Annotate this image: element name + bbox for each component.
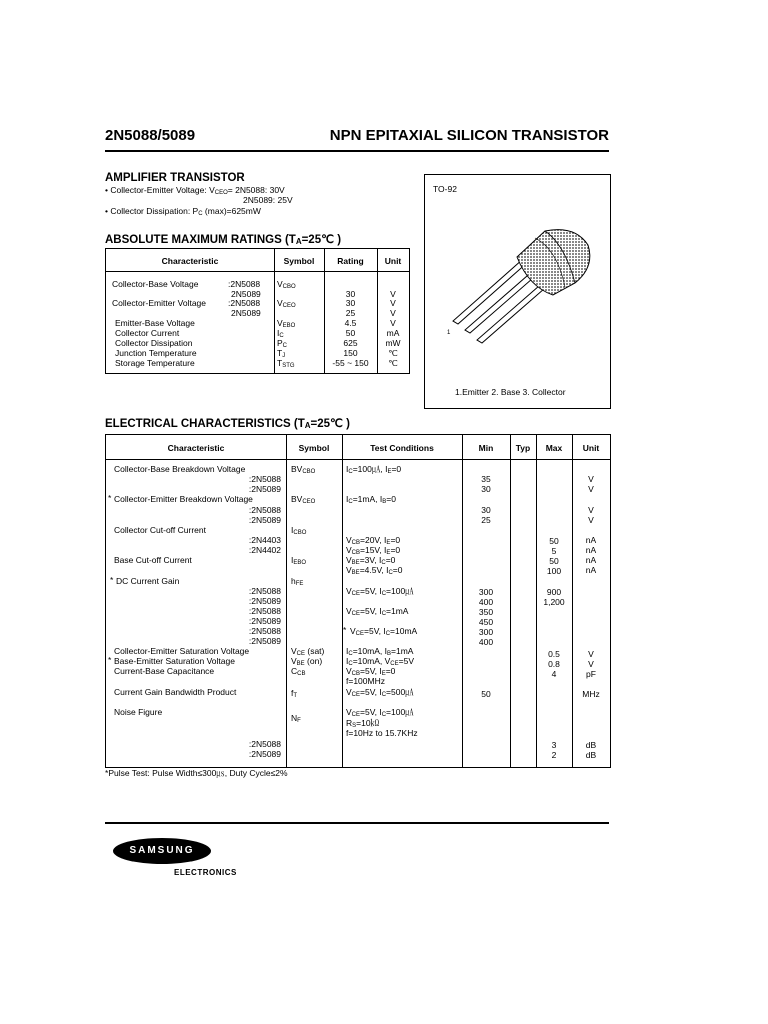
amr-part: :2N5088 (228, 279, 261, 289)
package-name: TO-92 (433, 184, 457, 194)
amr-unit: V (390, 318, 396, 328)
amr-table (105, 248, 410, 374)
ec-min: 300 (478, 587, 494, 597)
ec-min: 300 (478, 627, 494, 637)
ec-cond: f=10Hz to 15.7KHz (346, 728, 418, 738)
ec-max: 1,200 (543, 597, 565, 607)
pin-assignment: 1.Emitter 2. Base 3. Collector (455, 387, 566, 397)
ec-cond: $V_{BE}=3V$, $I_C=0$ (346, 555, 396, 566)
ec-part: :2N5088 (248, 626, 281, 636)
electronics-text: ELECTRONICS (174, 868, 237, 877)
ec-min: 25 (481, 515, 491, 525)
ec-cond: $I_C=10mA$, $V_{CE}=5V$ (346, 656, 414, 667)
amr-rating: 4.5 (344, 318, 357, 328)
ec-sym: $I_{EBO}$ (291, 555, 307, 566)
ec-sym: $f_T$ (291, 688, 298, 699)
amr-sym: $V_{CEO}$ (277, 298, 296, 309)
amr-unit: V (390, 308, 396, 318)
amr-char-vceo: Collector-Emitter Voltage (112, 298, 207, 308)
amr-char-tstg: Storage Temperature (115, 358, 195, 368)
ec-char-ccb: Current-Base Capacitance (114, 666, 215, 676)
ec-unit: nA (585, 555, 597, 565)
ec-sym: $BV_{CBO}$ (291, 464, 316, 475)
amr-header-symbol: Symbol (283, 256, 315, 266)
ec-cond: $V_{CB}=20V$, $I_E=0$ (346, 535, 401, 546)
ec-char-bvcbo: Collector-Base Breakdown Voltage (114, 464, 246, 474)
ec-cond: $I_C=1mA$, $I_B=0$ (346, 494, 396, 505)
ec-unit: dB (585, 750, 597, 760)
ec-cond: $V_{CE}=5V$, $I_C=100㎂$ (346, 586, 414, 597)
ec-cond: $I_C=100㎂$, $I_E=0$ (346, 464, 402, 475)
amr-rating: 150 (343, 348, 358, 358)
ec-pulse-mark: * (110, 575, 114, 585)
samsung-brand-text: SAMSUNG (129, 845, 195, 856)
ec-part: :2N5089 (248, 616, 281, 626)
amr-part: :2N5088 (228, 298, 261, 308)
ec-cond: $V_{BE}=4.5V$, $I_C=0$ (346, 565, 403, 576)
pin1-label: 1 (447, 330, 451, 336)
ec-min: 30 (481, 484, 491, 494)
ec-max: 0.5 (548, 649, 560, 659)
ec-part: :2N5089 (248, 636, 281, 646)
ec-min: 50 (481, 689, 491, 699)
amr-char-pc: Collector Dissipation (115, 338, 193, 348)
ec-header-test-conditions: Test Conditions (370, 443, 434, 453)
ec-min: 35 (481, 474, 491, 484)
feature-vceo-5089: 2N5089: 25V (243, 195, 293, 205)
ec-min: 400 (478, 637, 494, 647)
amr-rating: 625 (343, 338, 358, 348)
ec-char-nf: Noise Figure (114, 707, 163, 717)
ec-char-hfe: DC Current Gain (116, 576, 180, 586)
feature-pc: • Collector Dissipation: $P_C$ (max)=625mW (105, 206, 261, 217)
ec-sym: $BV_{CEO}$ (291, 494, 316, 505)
to92-package-drawing (425, 175, 610, 408)
amr-rating: 30 (345, 298, 356, 308)
ec-pulse-mark: * (108, 493, 112, 503)
amr-char-vcbo: Collector-Base Voltage (112, 279, 199, 289)
ec-cond: $V_{CE}=5V$, $I_C=500㎂$ (346, 687, 414, 698)
ec-table (105, 434, 611, 768)
ec-unit: nA (585, 545, 597, 555)
amr-title: ABSOLUTE MAXIMUM RATINGS ($T_A=25℃$ ) (105, 234, 342, 246)
amr-rating: 25 (345, 308, 356, 318)
ec-char-vcesat: Collector-Emitter Saturation Voltage (114, 646, 250, 656)
ec-part: :2N5089 (248, 484, 281, 494)
ec-sym: $N_F$ (291, 713, 301, 724)
ec-sym: $I_{CBO}$ (291, 525, 307, 536)
samsung-logo (112, 836, 212, 866)
ec-char-iebo: Base Cut-off Current (114, 555, 192, 565)
ec-unit: nA (585, 535, 597, 545)
ec-header-max: Max (545, 443, 563, 453)
amr-unit: mA (386, 328, 400, 338)
amr-sym: $V_{EBO}$ (277, 318, 296, 329)
amr-header-rating: Rating (337, 256, 364, 266)
header-rule (105, 150, 609, 152)
ec-sym: $V_{BE}$ (on) (291, 656, 323, 667)
ec-title: ELECTRICAL CHARACTERISTICS ($T_A=25℃$ ) (105, 418, 350, 430)
ec-unit: V (588, 484, 594, 494)
amr-rating: 30 (345, 289, 356, 299)
amr-rating: 50 (345, 328, 356, 338)
amr-char-tj: Junction Temperature (115, 348, 197, 358)
ec-part: :2N5088 (248, 474, 281, 484)
ec-unit: V (588, 505, 594, 515)
amr-char-ic: Collector Current (115, 328, 180, 338)
ec-header-min: Min (478, 443, 494, 453)
amr-header-characteristic: Characteristic (161, 256, 219, 266)
ec-header-unit: Unit (582, 443, 600, 453)
ec-cond: $V_{CE}=5V$, $I_C=100㎂$ (346, 707, 414, 718)
ec-pulse-mark: * (108, 655, 112, 665)
footer-rule (105, 822, 609, 824)
ec-part: :2N5088 (248, 739, 281, 749)
ec-part: :2N4403 (248, 535, 281, 545)
ec-cond: $V_{CB}=5V$, $I_E=0$ (346, 666, 396, 677)
amr-header-unit: Unit (384, 256, 402, 266)
ec-cond: f=100MHz (346, 676, 385, 686)
ec-char-icbo: Collector Cut-off Current (114, 525, 206, 535)
ec-header-symbol: Symbol (298, 443, 330, 453)
amr-sym: $I_C$ (277, 328, 284, 339)
amr-unit: V (390, 289, 396, 299)
amr-sym: $T_J$ (277, 348, 286, 359)
ec-max: 50 (549, 536, 559, 546)
ec-part: :2N5089 (248, 749, 281, 759)
amr-char-vebo: Emitter-Base Voltage (115, 318, 195, 328)
ec-min: 350 (478, 607, 494, 617)
ec-max: 0.8 (548, 659, 560, 669)
ec-part: :2N5088 (248, 505, 281, 515)
ec-pulse-mark: * (343, 625, 347, 635)
part-number: 2N5088/5089 (105, 127, 196, 144)
amr-part: 2N5089 (231, 289, 261, 299)
ec-max: 5 (551, 546, 557, 556)
ec-part: :2N5089 (248, 515, 281, 525)
ec-unit: MHz (582, 689, 600, 699)
ec-part: :2N5088 (248, 606, 281, 616)
ec-unit: V (588, 474, 594, 484)
feature-vceo: • Collector-Emitter Voltage: $V_{CEO}= 2N5088$: 30V (105, 185, 285, 196)
ec-unit: V (588, 649, 594, 659)
ec-cond: $V_{CB}=15V$, $I_E=0$ (346, 545, 401, 556)
ec-header-typ: Typ (515, 443, 531, 453)
ec-cond: $V_{CE}=5V$, $I_C=1mA$ (346, 606, 409, 617)
ec-max: 4 (551, 669, 557, 679)
ec-part: :2N5089 (248, 596, 281, 606)
amr-part: 2N5089 (231, 308, 261, 318)
ec-char-bvceo: Collector-Emitter Breakdown Voltage (114, 494, 253, 504)
ec-max: 100 (546, 566, 562, 576)
package-box (424, 174, 611, 409)
ec-min: 400 (478, 597, 494, 607)
ec-min: 30 (481, 505, 491, 515)
amr-sym: $V_{CBO}$ (277, 279, 296, 290)
ec-sym: $C_{CB}$ (291, 666, 306, 677)
ec-min: 450 (478, 617, 494, 627)
ec-part: :2N4402 (248, 545, 281, 555)
ec-sym: $V_{CE}$ (sat) (291, 646, 325, 657)
ec-cond: $I_C=10mA$, $I_B=1mA$ (346, 646, 414, 657)
amr-unit: ℃ (388, 358, 398, 368)
ec-char-vbeon: Base-Emitter Saturation Voltage (114, 656, 235, 666)
ec-unit: dB (585, 740, 597, 750)
ec-header-characteristic: Characteristic (167, 443, 225, 453)
ec-part: :2N5088 (248, 586, 281, 596)
ec-unit: pF (586, 669, 596, 679)
ec-unit: V (588, 515, 594, 525)
pulse-test-footnote: *Pulse Test: Pulse Width≤300㎲, Duty Cycle≤2% (105, 768, 288, 778)
amr-unit: V (390, 298, 396, 308)
amr-sym: $T_{STG}$ (277, 358, 295, 369)
ec-max: 50 (549, 556, 559, 566)
ec-char-ft: Current Gain Bandwidth Product (114, 687, 237, 697)
amr-rating: -55 ~ 150 (332, 358, 369, 368)
ec-unit: V (588, 659, 594, 669)
amplifier-title: AMPLIFIER TRANSISTOR (105, 172, 245, 184)
ec-max: 900 (546, 587, 562, 597)
ec-max: 2 (551, 750, 557, 760)
amr-unit: ℃ (388, 348, 398, 358)
page-title: NPN EPITAXIAL SILICON TRANSISTOR (329, 127, 609, 144)
ec-cond: $V_{CE}=5V$, $I_C=10mA$ (350, 626, 418, 637)
ec-sym: $h_{FE}$ (291, 576, 304, 587)
ec-unit: nA (585, 565, 597, 575)
amr-sym: $P_C$ (277, 338, 288, 349)
amr-unit: mW (385, 338, 401, 348)
ec-cond: $R_S=10㏀$ (346, 718, 380, 729)
ec-max: 3 (551, 740, 557, 750)
